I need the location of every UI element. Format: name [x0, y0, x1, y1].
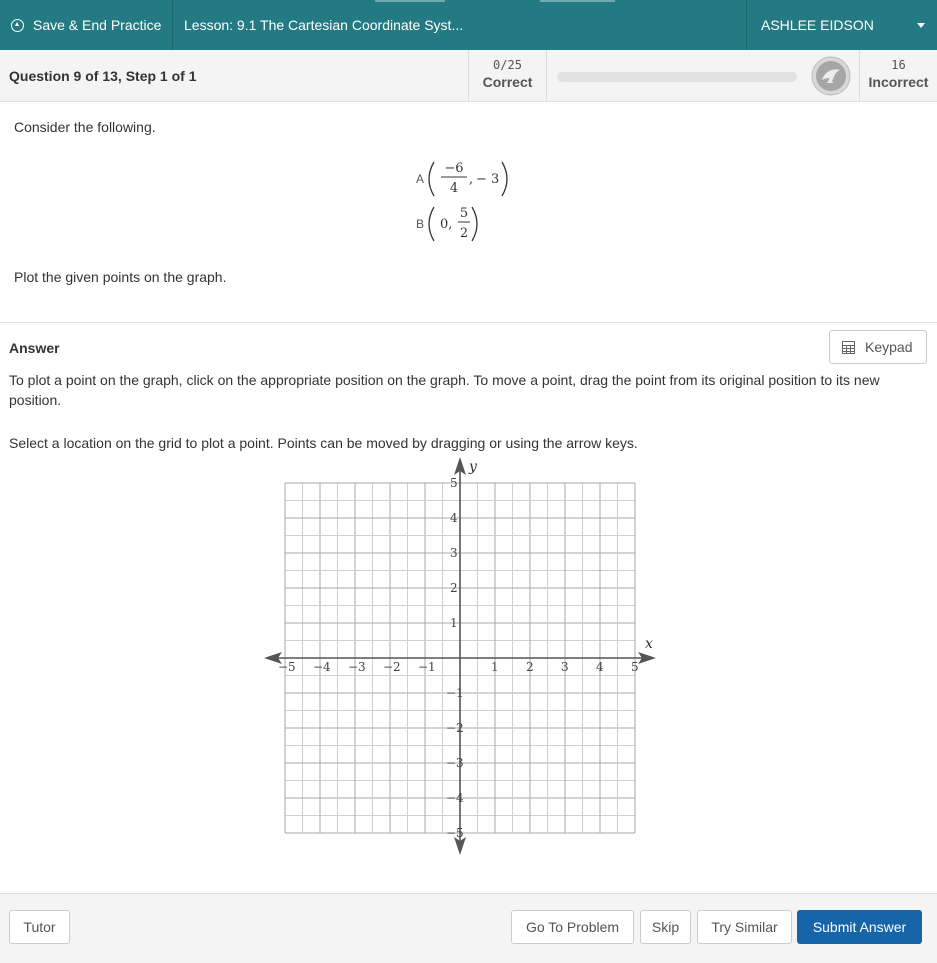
point-a-y: − 3: [476, 172, 500, 187]
y-tick-label: −2: [446, 721, 464, 735]
user-name: ASHLEE EIDSON: [761, 17, 874, 33]
submit-answer-button[interactable]: Submit Answer: [797, 910, 922, 944]
comma: ,: [469, 172, 474, 187]
x-axis-label: x: [645, 636, 653, 652]
y-tick-label: −3: [446, 756, 464, 770]
grid-instruction: Select a location on the grid to plot a point. Points can be moved by dragging or using the arrow keys.: [9, 435, 638, 451]
try-similar-button[interactable]: Try Similar: [697, 910, 792, 944]
header-highlight: [540, 0, 615, 2]
point-b-y-denominator: 2: [459, 226, 469, 241]
go-to-problem-button[interactable]: Go To Problem: [511, 910, 634, 944]
right-paren: [472, 207, 477, 241]
x-tick-label: 5: [631, 660, 639, 674]
save-end-practice-button[interactable]: [0, 0, 173, 50]
correct-counter: [468, 50, 547, 102]
y-tick-label: 5: [450, 476, 458, 490]
y-tick-label: −4: [446, 791, 464, 805]
point-a-x-numerator: −6: [444, 161, 464, 176]
point-a-x-denominator: 4: [449, 181, 459, 196]
lesson-title[interactable]: Lesson: 9.1 The Cartesian Coordinate Syst...: [184, 17, 464, 33]
status-bar: [0, 50, 937, 102]
correct-label: Correct: [482, 74, 533, 90]
question-prompt: Consider the following.: [14, 119, 156, 135]
incorrect-count: 16: [891, 58, 906, 72]
incorrect-counter: [859, 50, 937, 102]
point-b-label: B: [416, 217, 425, 231]
correct-count: 0/25: [493, 58, 522, 72]
x-tick-label: −4: [313, 660, 331, 674]
top-bar: [0, 0, 937, 50]
x-tick-label: 2: [526, 660, 534, 674]
x-tick-label: −1: [418, 660, 436, 674]
y-tick-label: 1: [450, 616, 458, 630]
chevron-down-icon: [917, 23, 925, 28]
x-tick-label: 4: [596, 660, 604, 674]
y-tick-label: −5: [446, 826, 464, 840]
medal-icon: [811, 56, 851, 96]
y-tick-label: −1: [446, 686, 464, 700]
incorrect-label: Incorrect: [868, 74, 929, 90]
x-tick-label: 1: [491, 660, 499, 674]
question-info: Question 9 of 13, Step 1 of 1: [9, 68, 197, 84]
tutor-button[interactable]: Tutor: [9, 910, 70, 944]
left-paren: [429, 207, 434, 241]
answer-heading: Answer: [9, 340, 60, 356]
point-b-x: 0,: [440, 217, 453, 232]
user-menu[interactable]: [746, 0, 937, 50]
x-tick-label: −5: [278, 660, 296, 674]
y-tick-label: 4: [450, 511, 458, 525]
point-a-label: A: [416, 172, 425, 186]
given-points: [414, 155, 524, 250]
point-b-y-numerator: 5: [459, 206, 469, 221]
bottom-bar: [0, 893, 937, 963]
save-end-practice-label: Save & End Practice: [33, 17, 162, 33]
y-tick-label: 2: [450, 581, 458, 595]
y-tick-label: 3: [450, 546, 458, 560]
skip-button[interactable]: Skip: [640, 910, 691, 944]
divider: [0, 322, 937, 323]
x-tick-label: 3: [561, 660, 569, 674]
keypad-button[interactable]: [829, 330, 927, 364]
y-axis-label: y: [469, 459, 477, 475]
left-paren: [429, 162, 434, 196]
progress-bar: [557, 72, 797, 82]
plot-instruction: Plot the given points on the graph.: [14, 269, 227, 285]
arrow-up-circle-icon: [11, 19, 24, 32]
x-tick-label: −3: [348, 660, 366, 674]
keypad-label: Keypad: [865, 339, 913, 355]
answer-instruction: To plot a point on the graph, click on the appropriate position on the graph. To move a point, drag the point from its original position to its new position.: [9, 372, 880, 408]
calculator-icon: [842, 341, 855, 354]
x-tick-label: −2: [383, 660, 401, 674]
right-paren: [502, 162, 507, 196]
coordinate-grid[interactable]: [258, 455, 668, 860]
